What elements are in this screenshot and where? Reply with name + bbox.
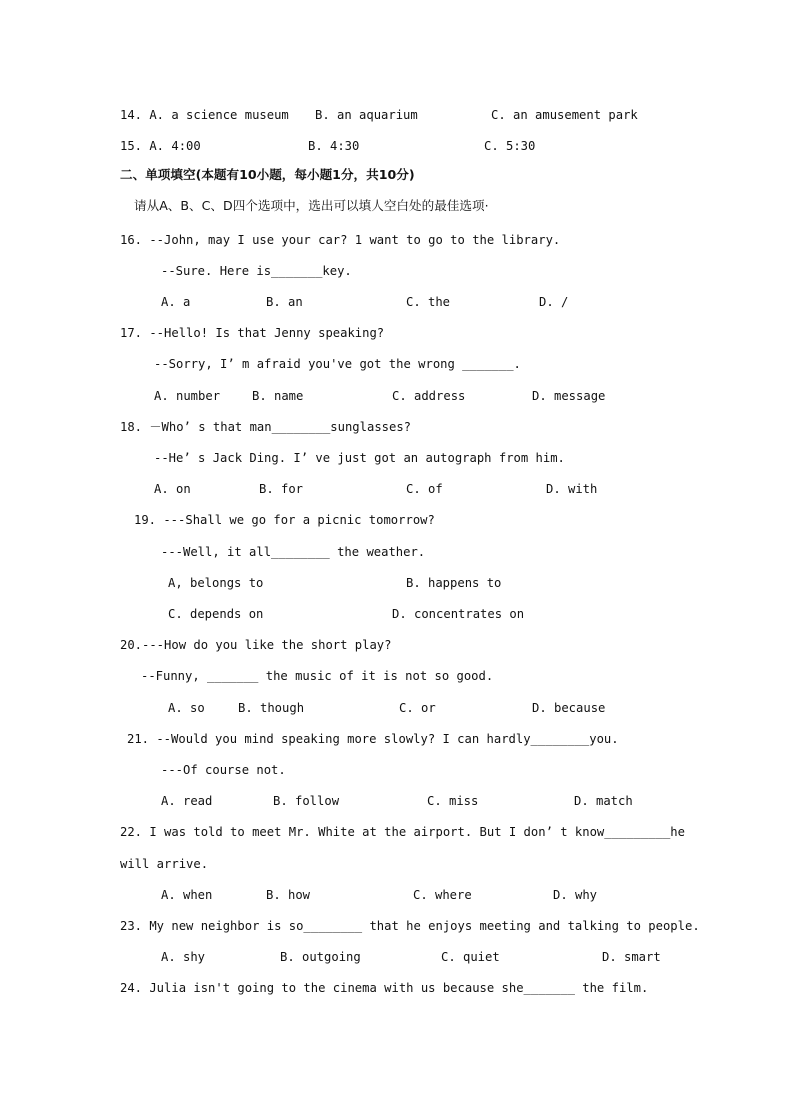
q15-option-a: 15. A. 4:00 [120,139,201,153]
q21-option-b: B. follow [273,794,340,808]
q22-option-a: A. when [161,888,213,902]
q16-option-d: D. / [539,295,569,309]
q20-option-d: D. because [532,701,606,715]
q18-reply: --He’ s Jack Ding. I’ ve just got an autograph from him. [154,451,565,465]
q24-stem: 24. Julia isn't going to the cinema with us because she_______ the film. [120,981,649,995]
q22-option-b: B. how [266,888,311,902]
q18-option-a: A. on [154,482,191,496]
q14-option-a: 14. A. a science museum [120,108,289,122]
q19-stem: 19. ---Shall we go for a picnic tomorrow? [134,513,435,527]
q19-option-c: C. depends on [168,607,264,621]
q23-stem: 23. My new neighbor is so________ that he enjoys meeting and talking to people. [120,919,700,933]
q17-option-b: B. name [252,389,304,403]
q20-reply: --Funny, _______ the music of it is not so good. [141,669,494,683]
q18-option-c: C. of [406,482,443,496]
q22-stem-continued: will arrive. [120,857,209,871]
q23-option-a: A. shy [161,950,206,964]
q21-option-a: A. read [161,794,213,808]
q19-option-a: A, belongs to [168,576,264,590]
q14-option-c: C. an amusement park [491,108,638,122]
q17-option-d: D. message [532,389,606,403]
q19-option-b: B. happens to [406,576,502,590]
q21-option-d: D. match [574,794,633,808]
q21-option-c: C. miss [427,794,479,808]
q15-option-b: B. 4:30 [308,139,360,153]
q21-stem: 21. --Would you mind speaking more slowly? I can hardly________you. [127,732,619,746]
section-title: 二、单项填空(本题有10小题，每小题1分，共10分) [120,167,415,182]
q16-option-b: B. an [266,295,303,309]
q17-stem: 17. --Hello! Is that Jenny speaking? [120,326,385,340]
q19-option-d: D. concentrates on [392,607,525,621]
q16-option-a: A. a [161,295,191,309]
q16-reply: --Sure. Here is_______key. [161,264,352,278]
q18-stem: 18. －Who’ s that man________sunglasses? [120,420,412,434]
q20-option-b: B. though [238,701,305,715]
q14-option-b: B. an aquarium [315,108,418,122]
q19-reply: ---Well, it all________ the weather. [161,545,426,559]
q17-option-a: A. number [154,389,221,403]
q21-reply: ---Of course not. [161,763,286,777]
q20-stem: 20.---How do you like the short play? [120,638,392,652]
q23-option-b: B. outgoing [280,950,361,964]
q23-option-c: C. quiet [441,950,500,964]
q22-option-d: D. why [553,888,598,902]
section-instruction: 请从A、B、C、D四个选项中，选出可以填人空白处的最佳选项· [134,198,489,213]
q17-reply: --Sorry, I’ m afraid you've got the wrong _______. [154,357,521,371]
q22-option-c: C. where [413,888,472,902]
q20-option-a: A. so [168,701,205,715]
q16-stem: 16. --John, may I use your car? 1 want to go to the library. [120,233,561,247]
q18-option-d: D. with [546,482,598,496]
q18-option-b: B. for [259,482,304,496]
q17-option-c: C. address [392,389,466,403]
q20-option-c: C. or [399,701,436,715]
q16-option-c: C. the [406,295,451,309]
q22-stem: 22. I was told to meet Mr. White at the airport. But I don’ t know_________he [120,825,685,839]
q15-option-c: C. 5:30 [484,139,536,153]
q23-option-d: D. smart [602,950,661,964]
